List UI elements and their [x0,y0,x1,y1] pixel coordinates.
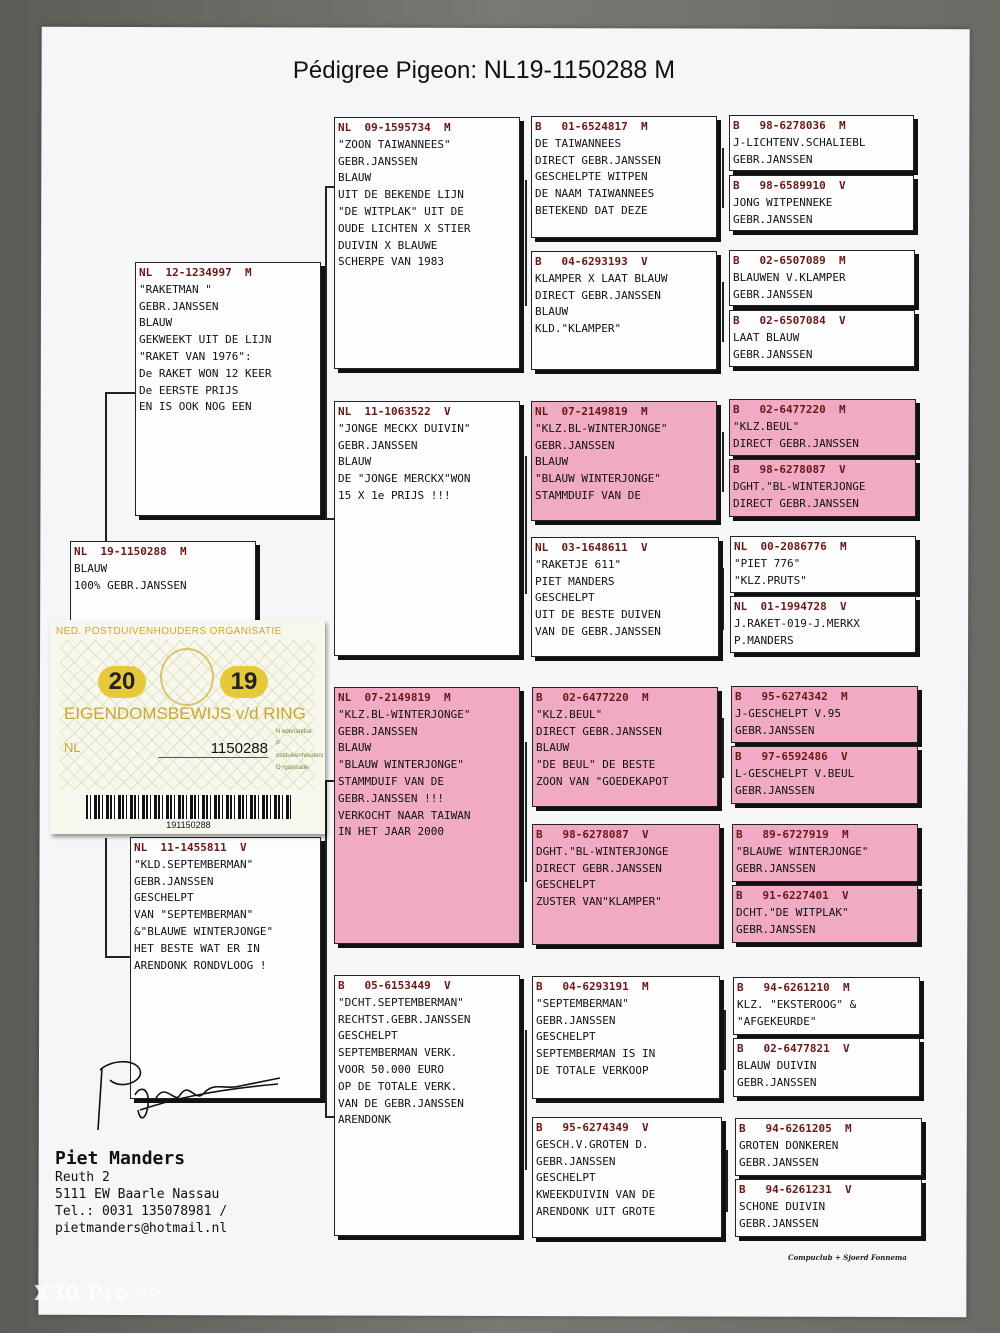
connector-line [105,956,131,958]
barcode-number: 191150288 [166,820,211,830]
connector-line [722,718,724,778]
connector-line [722,568,724,630]
pedigree-text-line: "KLZ.BEUL" [536,707,603,721]
ancestor-card-5 [729,399,916,456]
breeder-city: 5111 EW Baarle Nassau [55,1187,220,1202]
pedigree-text-line: DIRECT GEBR.JANSSEN [536,724,662,738]
ancestor-card-14 [733,1038,920,1097]
pedigree-text-line: VERKOCHT NAAR TAIWAN [338,808,471,822]
great-grandparent-card-8 [532,1117,722,1238]
pedigree-text-line: L-GESCHELPT V.BEUL [735,766,855,780]
ring-number: NL 01-1994728 V [734,600,847,613]
pedigree-text-line: GESCHELPT [536,1030,596,1044]
pedigree-text-line: STAMMDUIF VAN DE [535,488,641,502]
pedigree-text-line: BLAUWEN V.KLAMPER [733,270,846,284]
granddam-maternal-card [334,975,520,1236]
pedigree-text-line: SCHERPE VAN 1983 [338,255,444,269]
pedigree-text-line: GEBR.JANSSEN [139,299,219,313]
pedigree-text-line: GEBR.JANSSEN [535,438,615,452]
lion-emblem-icon [160,648,214,706]
pedigree-text-line: "RAKETMAN " [139,282,212,296]
pedigree-text-line: DUIVIN X BLAUWE [338,238,438,252]
pedigree-text-line: BLAUW [74,561,108,575]
pedigree-text-line: J.RAKET-019-J.MERKX [734,616,860,630]
pedigree-text-line: GEBR.JANSSEN [739,1155,819,1169]
connector-line [726,1150,728,1212]
pedigree-text-line: "DE WITPLAK" UIT DE [338,204,464,218]
pedigree-text-line: "BLAUWE WINTERJONGE" [736,844,869,858]
sticker-country: NL [64,740,81,755]
pedigree-text-line: BLAUW [139,316,173,330]
pedigree-text-line: DE "JONGE MERCKX"WON [338,472,471,486]
pedigree-text-line: "ZOON TAIWANNEES" [338,137,451,151]
ring-number: B 04-6293191 M [536,980,649,993]
barcode [86,795,291,819]
great-grandparent-card-2 [531,251,717,370]
pedigree-text-line: OUDE LICHTEN X STIER [338,221,471,235]
pedigree-text-line: DE TAIWANNEES [535,136,622,150]
sticker-legend [276,726,325,774]
pedigree-text-line: LAAT BLAUW [733,330,800,344]
pedigree-text-line: SEPTEMBERMAN IS IN [536,1047,656,1061]
pedigree-text-line: "SEPTEMBERMAN" [536,996,629,1010]
pedigree-text-line: DIRECT GEBR.JANSSEN [535,288,661,302]
pedigree-text-line: "RAKET VAN 1976": [139,349,252,363]
pedigree-text-line: PIET MANDERS [535,574,615,588]
pedigree-text-line: GROTEN DONKEREN [739,1138,839,1152]
pedigree-text-line: "KLZ.PRUTS" [734,573,807,587]
pedigree-text-line: De RAKET WON 12 KEER [139,366,272,380]
page-title [0,56,984,85]
connector-line [722,148,724,208]
pedigree-text-line: GESCHELPTE WITPEN [535,170,648,184]
ring-number: B 98-6589910 V [733,179,846,192]
ring-number: B 98-6278036 M [733,119,846,132]
connector-line [724,1010,726,1070]
pedigree-text-line: HET BESTE WAT ER IN [134,941,260,955]
pedigree-text-line: J-GESCHELPT V.95 [735,706,841,720]
pedigree-text-line: ZUSTER VAN"KLAMPER" [536,895,662,909]
connector-line [325,780,327,1118]
pedigree-text-line: BLAUW DUIVIN [737,1058,817,1072]
sticker-ring-number: 1150288 [158,740,268,758]
camera-watermark [34,1281,161,1305]
pedigree-text-line: GESCHELPT [536,1171,596,1185]
sticker-legend-line: P ostduivenhouders [276,741,324,759]
granddam-paternal-card [334,401,520,656]
camera-model: X30 Pro [34,1281,130,1305]
pedigree-text-line: GEBR.JANSSEN [736,861,816,875]
ring-number: NL 09-1595734 M [338,121,451,134]
ring-number: B 04-6293193 V [535,255,648,268]
pedigree-text-line: GESCHELPT [535,591,595,605]
pedigree-text-line: GEBR.JANSSEN [134,874,214,888]
connector-line [525,742,527,882]
network-badge: 5G [137,1289,161,1301]
sticker-year-left: 20 [98,666,146,698]
pedigree-text-line: VOOR 50.000 EURO [338,1062,444,1076]
pedigree-text-line: GEBR.JANSSEN [733,152,813,166]
pedigree-text-line: &"BLAUWE WINTERJONGE" [134,924,274,938]
pedigree-text-line: J-LICHTENV.SCHALIEBL [733,135,866,149]
pedigree-text-line: ARENDONK RONDVLOOG ! [134,958,267,972]
ring-number: B 95-6274349 V [536,1121,649,1134]
pedigree-text-line: GEBR.JANSSEN [739,1216,819,1230]
ring-number: B 91-6227401 V [736,889,849,902]
sticker-year-right: 19 [220,666,268,698]
ancestor-card-10 [731,746,918,804]
grandsire-maternal-card [334,687,520,944]
ancestor-card-3 [729,250,915,306]
pedigree-text-line: BETEKEND DAT DEZE [535,203,648,217]
breeder-phone: Tel.: 0031 135078981 / [55,1204,228,1219]
breeder-name: Piet Manders [55,1148,186,1169]
sticker-legend-line: N ederlandse [276,729,312,735]
pedigree-text-line: SCHONE DUIVIN [739,1199,826,1213]
connector-line [722,856,724,918]
pedigree-text-line: DGHT."BL-WINTERJONGE [733,479,866,493]
pedigree-text-line: "RAKETJE 611" [535,557,622,571]
pedigree-text-line: BLAUW [535,455,569,469]
software-credit: Compuclub + Sjoerd Fonnema [788,1253,907,1262]
great-grandparent-card-7 [532,976,720,1099]
ring-number: NL 07-2149819 M [535,405,648,418]
pedigree-text-line: "KLZ.BL-WINTERJONGE" [535,421,668,435]
pedigree-text-line: GEBR.JANSSEN [338,154,418,168]
ancestor-card-4 [729,310,915,367]
ancestor-card-9 [731,686,918,743]
pedigree-text-line: BLAUW [535,305,569,319]
pedigree-text-line: GEBR.JANSSEN !!! [338,791,444,805]
pedigree-text-line: STAMMDUIF VAN DE [338,774,444,788]
connector-line [525,180,527,306]
pedigree-text-line: GEKWEEKT UIT DE LIJN [139,333,272,347]
connector-line [722,432,724,492]
ring-number: NL 11-1063522 V [338,405,451,418]
ancestor-card-11 [732,824,918,882]
ancestor-card-12 [732,885,918,943]
connector-line [105,838,107,958]
sticker-organisation: NED. POSTDUIVENHOUDERS ORGANISATIE [56,626,282,637]
ring-number: NL 07-2149819 M [338,691,451,704]
ancestor-card-13 [733,977,920,1035]
great-grandparent-card-3 [531,401,717,521]
pedigree-text-line: 100% GEBR.JANSSEN [74,578,187,592]
ancestor-card-8 [730,596,916,653]
pedigree-text-line: UIT DE BESTE DUIVEN [535,608,661,622]
pedigree-text-line: GESCHELPT [338,1029,398,1043]
connector-line [525,1030,527,1170]
great-grandparent-card-5 [532,687,718,807]
pedigree-text-line: GESCHELPT [134,891,194,905]
pedigree-text-line: KLD."KLAMPER" [535,322,622,336]
ancestor-card-15 [735,1118,922,1176]
pedigree-text-line: RECHTST.GEBR.JANSSEN [338,1012,471,1026]
pedigree-text-line: VAN DE GEBR.JANSSEN [338,1096,464,1110]
ancestor-card-7 [730,536,916,593]
ring-number: B 02-6507089 M [733,254,846,267]
pedigree-text-line: GEBR.JANSSEN [736,922,816,936]
breeder-email: pietmanders@hotmail.nl [55,1221,228,1236]
ring-number: NL 11-1455811 V [134,841,247,854]
great-grandparent-card-6 [532,824,720,945]
pedigree-text-line: GEBR.JANSSEN [735,783,815,797]
connector-line [105,392,135,394]
ring-number: NL 00-2086776 M [734,540,847,553]
ring-number: B 98-6278087 V [733,463,846,476]
pedigree-text-line: VAN DE GEBR.JANSSEN [535,624,661,638]
pedigree-text-line: DIRECT GEBR.JANSSEN [535,153,661,167]
connector-line [525,456,527,594]
pedigree-text-line: UIT DE BEKENDE LIJN [338,188,464,202]
ring-number: B 01-6524817 M [535,120,648,133]
ring-number: NL 19-1150288 M [74,545,187,558]
pedigree-text-line: BLAUW [338,455,372,469]
pedigree-text-line: "BLAUW WINTERJONGE" [338,758,464,772]
ring-number: B 95-6274342 M [735,690,848,703]
pedigree-text-line: BLAUW [536,741,570,755]
ring-number: B 02-6507084 V [733,314,846,327]
pedigree-text-line: DIRECT GEBR.JANSSEN [733,436,859,450]
ring-number: B 94-6261205 M [739,1122,852,1135]
pedigree-text-line: DE NAAM TAIWANNEES [535,187,655,201]
great-grandparent-card-1 [531,116,717,238]
pedigree-text-line: OP DE TOTALE VERK. [338,1079,458,1093]
pedigree-text-line: "AFGEKEURDE" [737,1014,817,1028]
pedigree-text-line: ZOON VAN "GOEDEKAPOT [536,774,669,788]
pedigree-text-line: "KLZ.BEUL" [733,419,800,433]
ancestor-card-16 [735,1179,922,1237]
ancestor-card-6 [729,459,916,517]
pedigree-text-line: GEBR.JANSSEN [737,1075,817,1089]
pedigree-text-line: GEBR.JANSSEN [733,347,813,361]
handwritten-signature [80,1050,290,1145]
pedigree-text-line: BLAUW [338,171,372,185]
connector-line [105,392,107,542]
pedigree-text-line: JONG WITPENNEKE [733,195,833,209]
ancestor-card-1 [729,115,914,171]
pedigree-text-line: DIRECT GEBR.JANSSEN [536,861,662,875]
ring-number: B 98-6278087 V [536,828,649,841]
pedigree-text-line: P.MANDERS [734,633,794,647]
connector-line [722,282,724,342]
pedigree-text-line: KWEEKDUIVIN VAN DE [536,1188,656,1202]
pedigree-text-line: "DE BEUL" DE BESTE [536,758,656,772]
ring-number: NL 03-1648611 V [535,541,648,554]
pedigree-text-line: 15 X 1e PRIJS !!! [338,488,451,502]
ring-number: B 02-6477821 V [737,1042,850,1055]
pedigree-text-line: "KLZ.BL-WINTERJONGE" [338,707,471,721]
pedigree-text-line: GEBR.JANSSEN [536,1154,616,1168]
pedigree-text-line: GESCH.V.GROTEN D. [536,1137,649,1151]
ring-number: B 02-6477220 M [733,403,846,416]
ring-number: B 05-6153449 V [338,979,451,992]
pedigree-text-line: DCHT."DE WITPLAK" [736,905,849,919]
pedigree-text-line: GEBR.JANSSEN [735,723,815,737]
ring-ownership-sticker [50,620,325,834]
pedigree-text-line: DE TOTALE VERKOOP [536,1063,649,1077]
pedigree-text-line: IN HET JAAR 2000 [338,825,444,839]
pedigree-text-line: BLAUW [338,741,372,755]
pedigree-text-line: ARENDONK UIT GROTE [536,1204,656,1218]
pedigree-text-line: "JONGE MECKX DUIVIN" [338,421,471,435]
sire-card [135,262,321,516]
ring-number: B 94-6261210 M [737,981,850,994]
pedigree-text-line: DIRECT GEBR.JANSSEN [733,496,859,510]
pedigree-text-line: GEBR.JANSSEN [338,438,418,452]
pedigree-text-line: VAN "SEPTEMBERMAN" [134,908,254,922]
pedigree-text-line: "KLD.SEPTEMBERMAN" [134,857,254,871]
great-grandparent-card-4 [531,537,719,657]
pedigree-text-line: KLAMPER X LAAT BLAUW [535,271,668,285]
connector-line [325,186,327,520]
pedigree-text-line: GEBR.JANSSEN [733,212,813,226]
pedigree-text-line: KLZ. "EKSTEROOG" & [737,997,857,1011]
pedigree-text-line: "DCHT.SEPTEMBERMAN" [338,995,464,1009]
pedigree-text-line: DGHT."BL-WINTERJONGE [536,844,669,858]
sticker-legend-line: O rganisatie [276,765,309,771]
title-prefix: Pédigree Pigeon: [292,57,478,84]
grandsire-paternal-card [334,117,520,369]
pedigree-text-line: ARENDONK [338,1113,391,1127]
title-ring: NL19-1150288 M [483,56,676,84]
pedigree-text-line: De EERSTE PRIJS [139,383,239,397]
breeder-street: Reuth 2 [55,1170,110,1185]
ancestor-card-2 [729,175,914,231]
sticker-owner-label: EIGENDOMSBEWIJS v/d RING [64,704,306,723]
pedigree-text-line: EN IS OOK NOG EEN [139,400,252,414]
ring-number: B 94-6261231 V [739,1183,852,1196]
pedigree-text-line: GESCHELPT [536,878,596,892]
ring-number: B 89-6727919 M [736,828,849,841]
ring-number: B 97-6592486 V [735,750,848,763]
subject-pigeon-card [70,541,256,623]
ring-number: NL 12-1234997 M [139,266,252,279]
ring-number: B 02-6477220 M [536,691,649,704]
pedigree-text-line: GEBR.JANSSEN [338,724,418,738]
pedigree-text-line: "PIET 776" [734,556,801,570]
pedigree-text-line: GEBR.JANSSEN [536,1013,616,1027]
pedigree-text-line: SEPTEMBERMAN VERK. [338,1046,458,1060]
breeder-contact [55,1148,227,1237]
pedigree-text-line: GEBR.JANSSEN [733,287,813,301]
pedigree-text-line: "BLAUW WINTERJONGE" [535,472,661,486]
